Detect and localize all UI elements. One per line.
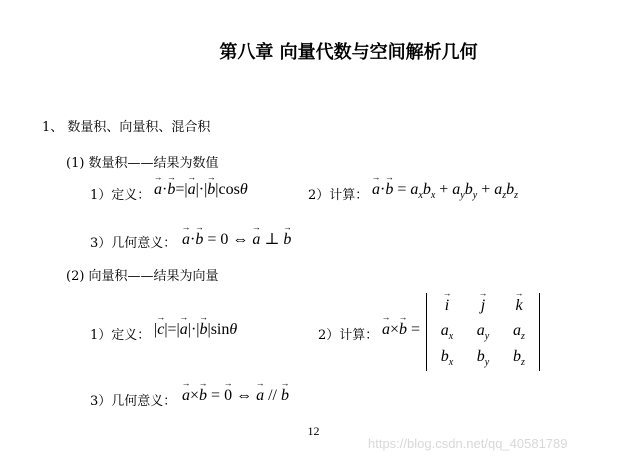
chapter-title: 第八章 向量代数与空间解析几何: [219, 42, 478, 63]
dot-calc-formula: → $a\cdot\to b = a_xb_x + a_yb_y + a_zb_z$: [372, 181, 518, 201]
cross-determinant: [426, 293, 540, 371]
determinant-cell: $b_x$: [440, 347, 454, 369]
determinant-cell: $b_z$: [513, 347, 525, 369]
determinant-cell: $a_y$: [476, 321, 490, 343]
dot-geo-formula: → a·→ b = 0 ⇔ → a ⊥ → b: [182, 229, 291, 249]
dot-definition-label: 1）定义：: [90, 188, 151, 203]
dot-product-heading: (1) 数量积——结果为数值: [66, 156, 219, 171]
determinant-cell: $b_y$: [476, 347, 490, 369]
cross-calc-label: 2）计算：: [318, 328, 379, 343]
cross-definition-label: 1）定义：: [90, 328, 151, 343]
cross-geo-label: 3）几何意义：: [90, 394, 177, 409]
determinant-cell: → j: [481, 297, 485, 315]
cross-calc-lhs: → a×→ b =: [382, 321, 420, 339]
dot-definition-formula: → a·→ b=|→ a|·|→ b|cosθ: [154, 181, 248, 199]
dot-geo-label: 3）几何意义：: [90, 236, 177, 251]
dot-calc-label: 2）计算：: [308, 188, 369, 203]
cross-definition-formula: |→ c|=|→ a|·|→ b|sinθ: [154, 321, 237, 339]
cross-geo-formula: → a×→ b = → 0 ⇔ → a // → b: [182, 387, 289, 405]
page-number: 12: [307, 424, 320, 438]
determinant-cell: $a_x$: [440, 321, 454, 343]
section-heading: 1、 数量积、向量积、混合积: [42, 120, 211, 135]
determinant-cell: → i: [445, 297, 449, 315]
determinant-cell: $a_z$: [513, 321, 525, 343]
cross-product-heading: (2) 向量积——结果为向量: [66, 269, 219, 284]
watermark-url: https://blog.csdn.net/qq_40581789: [368, 436, 568, 451]
determinant-cell: → k: [515, 297, 522, 315]
